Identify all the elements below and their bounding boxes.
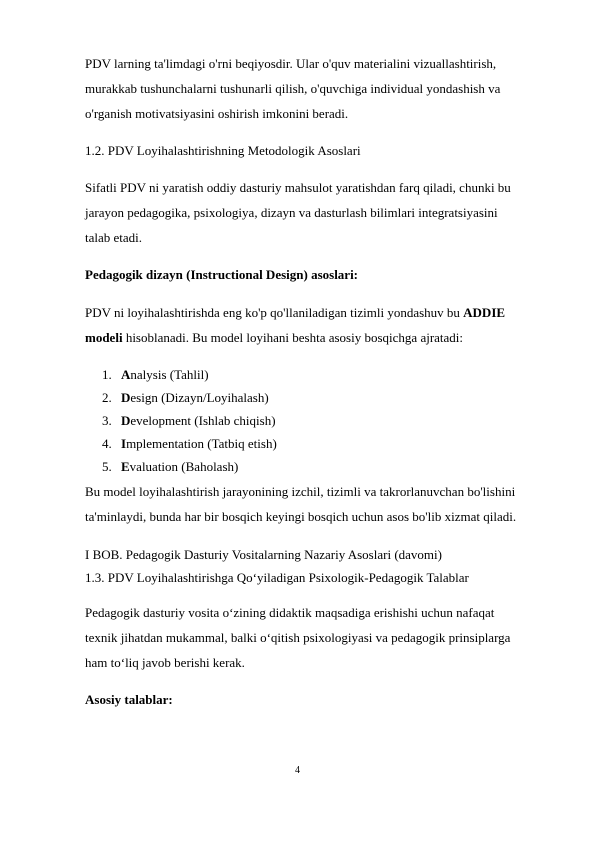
paragraph-line: PDV larning ta'limdagi o'rni beqiyosdir. Ular o'quv materialini vizuallashtirish, bbox=[85, 56, 497, 71]
paragraph-line: talab etadi. bbox=[85, 230, 143, 245]
paragraph-line: jarayon pedagogika, psixologiya, dizayn va dasturlash bilimlari integratsiyasini bbox=[85, 205, 498, 220]
paragraph-line: ham to‘liq javob berishi kerak. bbox=[85, 655, 245, 670]
paragraph-line: Sifatli PDV ni yaratish oddiy dasturiy mahsulot yaratishdan farq qiladi, chunki bu bbox=[85, 180, 511, 195]
paragraph-line: o'rganish motivatsiyasini oshirish imkonini beradi. bbox=[85, 106, 349, 121]
list-initial: E bbox=[121, 459, 130, 474]
paragraph-text: PDV ni loyihalashtirishda eng ko'p qo'llaniladigan tizimli yondashuv bu bbox=[85, 305, 464, 320]
section-heading: 1.3. PDV Loyihalashtirishga Qo‘yiladigan Psixologik-Pedagogik Talablar bbox=[85, 570, 469, 585]
emphasis-text: ADDIE bbox=[463, 305, 506, 320]
paragraph-line: texnik jihatdan mukammal, balki o‘qitish psixologiyasi va pedagogik prinsiplarga bbox=[85, 630, 511, 645]
list-number: 4. bbox=[102, 436, 112, 451]
paragraph-line: ta'minlaydi, bunda har bir bosqich keyingi bosqich uchun asos bo'lib xizmat qiladi. bbox=[85, 509, 517, 524]
list-initial: A bbox=[121, 367, 131, 382]
paragraph-text: hisoblanadi. Bu model loyihani beshta asosiy bosqichga ajratadi: bbox=[122, 330, 464, 345]
paragraph-line bbox=[85, 305, 505, 321]
list-initial: D bbox=[121, 390, 131, 405]
list-text bbox=[121, 413, 276, 429]
emphasis-text: modeli bbox=[85, 330, 123, 345]
paragraph-line: murakkab tushunchalarni tushunarli qilish, o'quvchiga individual yondashish va bbox=[85, 81, 501, 96]
paragraph-line: Bu model loyihalashtirish jarayonining izchil, tizimli va takrorlanuvchan bo'lishini bbox=[85, 484, 516, 499]
list-rest: mplementation (Tatbiq etish) bbox=[126, 436, 277, 451]
paragraph-line: Pedagogik dasturiy vosita o‘zining didaktik maqsadiga erishishi uchun nafaqat bbox=[85, 605, 495, 620]
list-number: 1. bbox=[102, 367, 112, 382]
subheading: Pedagogik dizayn (Instructional Design) asoslari: bbox=[85, 267, 359, 282]
list-initial: I bbox=[121, 436, 127, 451]
paragraph-line bbox=[85, 330, 463, 346]
page-number: 4 bbox=[295, 765, 300, 776]
chapter-heading: I BOB. Pedagogik Dasturiy Vositalarning Nazariy Asoslari (davomi) bbox=[85, 547, 442, 562]
list-number: 2. bbox=[102, 390, 112, 405]
list-rest: nalysis (Tahlil) bbox=[130, 367, 209, 382]
list-number: 5. bbox=[102, 459, 112, 474]
subheading: Asosiy talablar: bbox=[85, 692, 173, 707]
list-number: 3. bbox=[102, 413, 112, 428]
list-rest: valuation (Baholash) bbox=[129, 459, 239, 474]
list-initial: D bbox=[121, 413, 131, 428]
section-heading: 1.2. PDV Loyihalashtirishning Metodologik Asoslari bbox=[85, 143, 361, 158]
list-text bbox=[121, 436, 277, 452]
list-text bbox=[121, 367, 209, 383]
list-text bbox=[121, 390, 269, 406]
list-rest: esign (Dizayn/Loyihalash) bbox=[130, 390, 269, 405]
list-text bbox=[121, 459, 238, 475]
list-rest: evelopment (Ishlab chiqish) bbox=[130, 413, 276, 428]
